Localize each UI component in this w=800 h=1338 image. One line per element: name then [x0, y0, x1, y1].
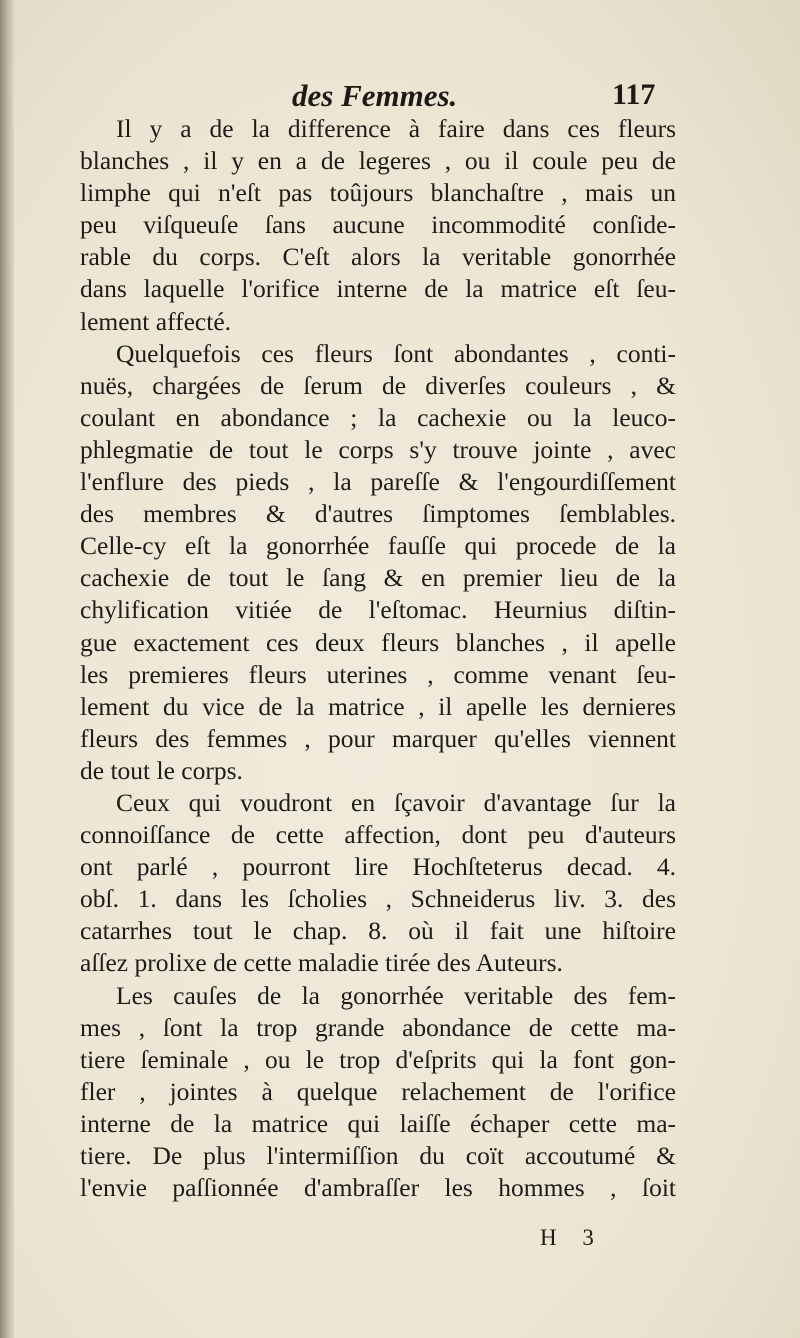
text-line: Les cauſes de la gonorrhée veritable des fem-: [116, 980, 676, 1010]
text-line: gue exactement ces deux fleurs blanches , il apelle: [80, 627, 676, 657]
text-line: aſſez prolixe de cette maladie tirée des Auteurs.: [80, 948, 563, 978]
text-line: des membres & d'autres ſimptomes ſemblables.: [80, 499, 676, 529]
text-line: tiere. De plus l'intermiſſion du coït accoutumé &: [80, 1141, 676, 1170]
text-line: obſ. 1. dans les ſcholies , Schneiderus liv. 3. des: [80, 884, 676, 914]
text-line: lement du vice de la matrice , il apelle les dernieres: [80, 691, 676, 721]
text-line: de tout le corps.: [80, 755, 243, 785]
text-line: lement affecté.: [80, 306, 232, 336]
text-line: Il y a de la difference à faire dans ces fleurs: [116, 114, 676, 143]
text-line: fler , jointes à quelque relachement de l'orifice: [80, 1076, 676, 1106]
body-text: [80, 113, 676, 1204]
page-number: 117: [612, 78, 656, 111]
text-line: peu viſqueuſe ſans aucune incommodité conſide-: [80, 210, 676, 240]
text-line: l'enflure des pieds , la pareſſe & l'engourdiſſement: [80, 467, 676, 497]
text-line: Quelquefois ces fleurs ſont abondantes , conti-: [116, 338, 676, 368]
page-gutter-edge: [0, 0, 14, 1338]
text-line: catarrhes tout le chap. 8. où il fait une hiſtoire: [80, 916, 676, 946]
text-line: mes , ſont la trop grande abondance de cette ma-: [80, 1012, 676, 1042]
text-line: l'envie paſſionnée d'ambraſſer les hommes , ſoit: [80, 1173, 676, 1203]
text-line: rable du corps. C'eſt alors la veritable gonorrhée: [80, 242, 676, 272]
page-footer: [0, 1225, 800, 1255]
running-title: des Femmes.: [292, 78, 458, 113]
text-line: cachexie de tout le ſang & en premier lieu de la: [80, 563, 676, 593]
text-line: coulant en abondance ; la cachexie ou la leuco-: [80, 402, 676, 432]
page-header: [0, 78, 800, 118]
text-line: chylification vitiée de l'eſtomac. Heurnius diſtin-: [80, 595, 676, 625]
text-line: tiere ſeminale , ou le trop d'eſprits qui la font gon-: [80, 1044, 676, 1074]
text-line: interne de la matrice qui laiſſe échaper cette ma-: [80, 1108, 676, 1138]
text-line: Celle-cy eſt la gonorrhée fauſſe qui procede de la: [80, 531, 676, 561]
text-line: connoiſſance de cette affection, dont peu d'auteurs: [80, 820, 676, 850]
text-line: nuës, chargées de ſerum de diverſes couleurs , &: [80, 370, 676, 400]
text-line: les premieres fleurs uterines , comme venant ſeu-: [80, 659, 676, 689]
text-line: limphe qui n'eſt pas toûjours blanchaſtre , mais un: [80, 178, 676, 208]
text-line: ont parlé , pourront lire Hochſteterus decad. 4.: [80, 852, 676, 882]
text-line: blanches , il y en a de legeres , ou il coule peu de: [80, 146, 676, 176]
text-line: Ceux qui voudront en ſçavoir d'avantage ſur la: [116, 787, 676, 817]
text-line: fleurs des femmes , pour marquer qu'elles viennent: [80, 723, 676, 753]
text-line: phlegmatie de tout le corps s'y trouve jointe , avec: [80, 434, 676, 464]
text-line: dans laquelle l'orifice interne de la matrice eſt ſeu-: [80, 274, 676, 304]
signature-mark: H 3: [540, 1225, 604, 1250]
